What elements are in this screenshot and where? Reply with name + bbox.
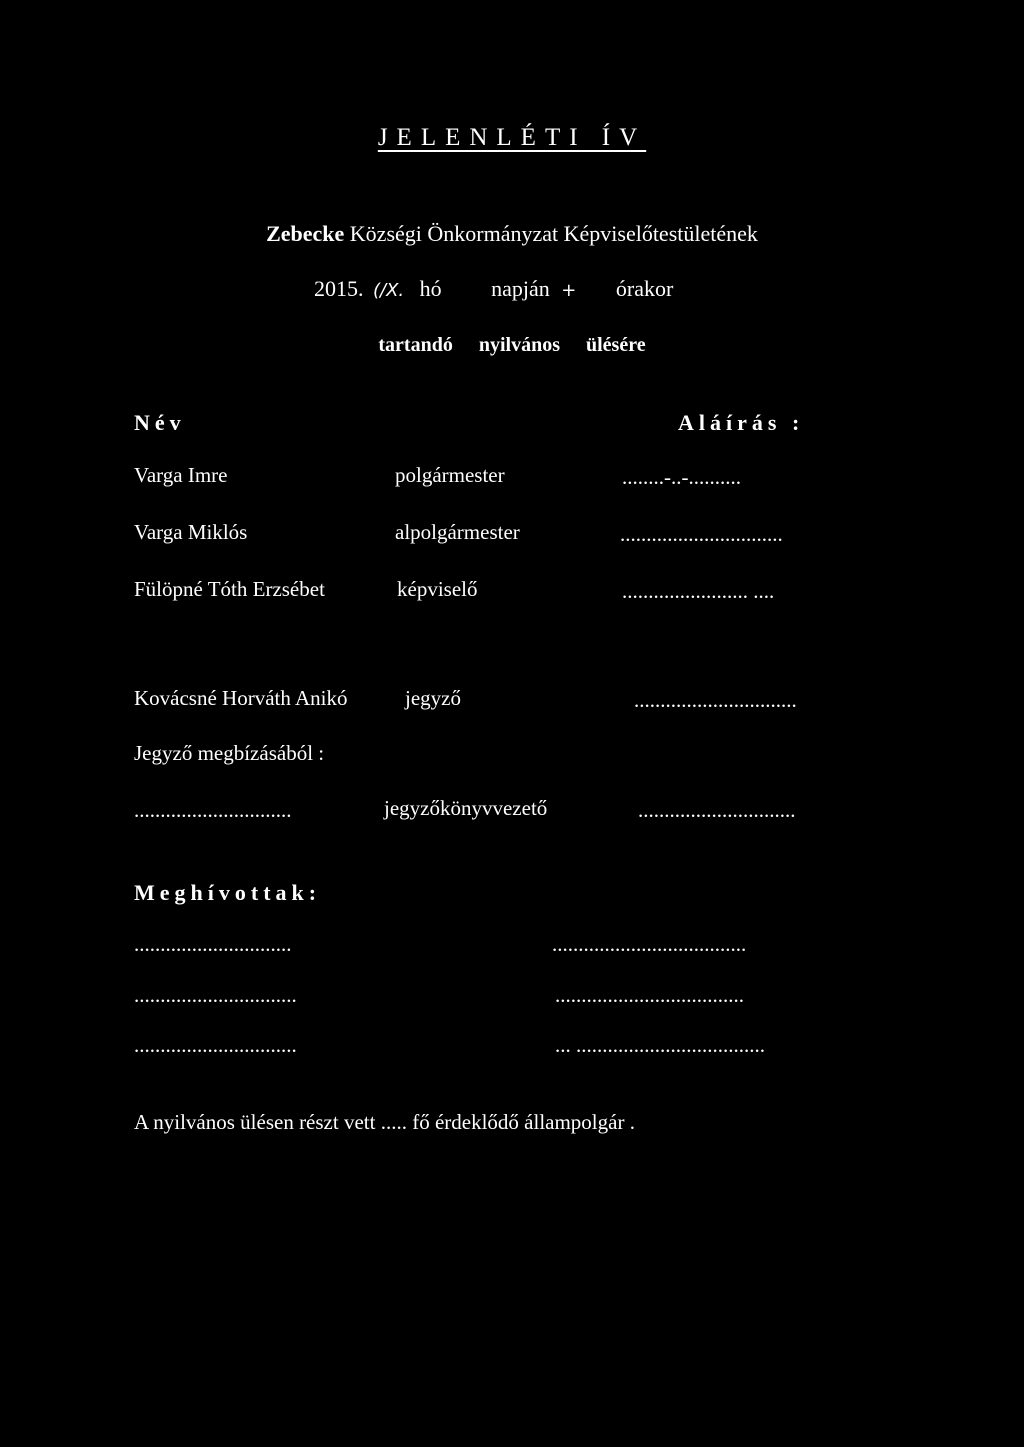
date-hour-word: órakor: [615, 276, 674, 301]
organization-body: Községi Önkormányzat Képviselőtestületének: [349, 221, 758, 246]
footer-dots: .....: [380, 1110, 407, 1134]
organization-name: Zebecke: [266, 221, 345, 246]
member-name: Varga Imre: [134, 463, 228, 487]
meeting-word-1: tartandó: [378, 334, 453, 356]
organization-line: [0, 221, 1024, 247]
invited-label: Meghívottak:: [134, 880, 322, 905]
notary-name: Kovácsné Horváth Anikó: [134, 686, 348, 710]
member-name: Fülöpné Tóth Erzsébet: [134, 577, 325, 601]
signature-line: ..............................: [638, 798, 796, 822]
member-name: Varga Miklós: [134, 520, 248, 544]
attendance-footer: [134, 1110, 635, 1135]
footer-text-start: A nyilvános ülésen részt vett: [134, 1110, 376, 1134]
deputy-label: Jegyző megbízásából :: [134, 741, 325, 765]
meeting-word-3: ülésére: [586, 334, 646, 356]
invited-line: ... ....................................: [555, 1033, 765, 1057]
invited-line: .....................................: [552, 932, 747, 956]
date-month-handwritten: (/X.: [373, 280, 405, 301]
signature-line: ..............................: [134, 798, 292, 822]
invited-line: ..............................: [134, 932, 292, 956]
date-month-word: hó: [419, 276, 442, 301]
footer-text-end: fő érdeklődő állampolgár .: [412, 1110, 635, 1134]
meeting-type-line: [0, 334, 1024, 357]
member-role: képviselő: [397, 577, 478, 601]
signature-line: ........-..-..........: [622, 465, 741, 489]
invited-line: ...............................: [134, 983, 297, 1007]
member-role: polgármester: [395, 463, 505, 487]
date-hour-handwritten: +: [561, 280, 577, 301]
meeting-word-2: nyilvános: [478, 334, 560, 356]
notary-role: jegyző: [405, 686, 461, 710]
column-header-signature: Aláírás :: [678, 410, 805, 435]
member-role: alpolgármester: [395, 520, 520, 544]
invited-line: ....................................: [555, 983, 744, 1007]
column-header-name: Név: [134, 410, 186, 435]
signature-line: ........................ ....: [622, 579, 775, 603]
invited-line: ...............................: [134, 1033, 297, 1057]
document-title: JELENLÉTI ÍV: [377, 124, 647, 151]
date-day-word: napján: [491, 276, 550, 301]
signature-line: ...............................: [634, 688, 797, 712]
meeting-date-line: [314, 276, 673, 302]
date-year: 2015.: [314, 276, 364, 301]
deputy-role: jegyzőkönyvvezető: [384, 796, 548, 820]
signature-line: ...............................: [620, 522, 783, 546]
